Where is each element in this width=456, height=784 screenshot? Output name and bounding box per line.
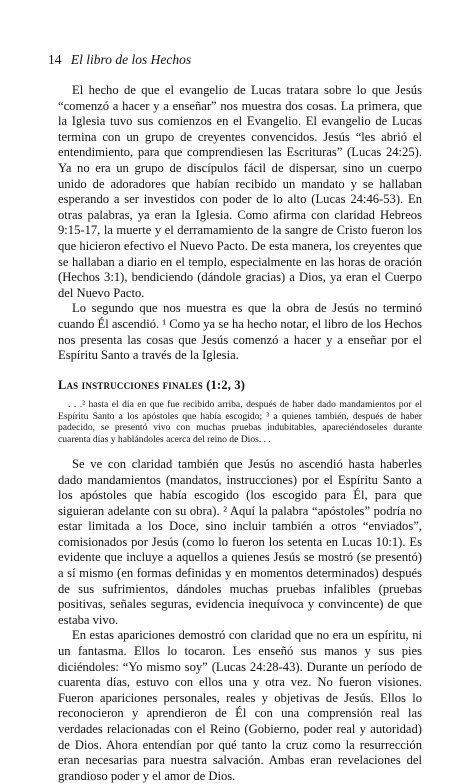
section-heading: Las instrucciones finales (1:2, 3) bbox=[58, 377, 246, 392]
scripture-quote: . . .² hasta el día en que fue recibido arriba, después de haber dado mandamientos por el Espíritu Santo a los apóstoles que había escogido; ³ a quienes también, después de haber padecido, se presentó vivo con muchas pruebas indubitables, apareciéndoseles durante cuarenta días y hablándoles acerca del reino de Dios. . . bbox=[58, 399, 422, 445]
running-title: El libro de los Hechos bbox=[70, 52, 192, 67]
running-header bbox=[48, 52, 191, 68]
paragraph: Se ve con claridad también que Jesús no ascendió hasta haberles dado mandamientos (mandatos, instrucciones) por el Espíritu Santo a los apóstoles que había escogido (los escogido para Él, para que siguieran adelante con su obra). ² Aquí la palabra “apóstoles” podría no estar limitada a los Doce, sino incluir también a otros “enviados”, comisionados por Jesús (como lo fueron los setenta en Lucas 10:1). Es evidente que incluye a aquellos a quienes Jesús se mostró (se presentó) a sí mismo (en formas definidas y en momentos determinados) después de sus sufrimientos, dándoles muchas pruebas infalibles (pruebas positivas, señales seguras, evidencia inequívoca y convincente) de que estaba vivo. bbox=[58, 456, 422, 627]
paragraph: El hecho de que el evangelio de Lucas tratara sobre lo que Jesús “comenzó a hacer y a enseñar” nos muestra dos cosas. La primera, que la Iglesia tuvo sus comienzos en el Evangelio. El evangelio de Lucas termina con un grupo de creyentes convencidos. Jesús “les abrió el entendimiento, para que comprendiesen las Escrituras” (Lucas 24:25). Ya no era un grupo de discípulos fácil de dispersar, sino un cuerpo unido de adoradores que habían recibido un mandato y se hallaban esperando a ser investidos con poder de lo alto (Lucas 24:46-53). En otras palabras, ya eran la Iglesia. Como afirma con claridad Hebreos 9:15-17, la muerte y el derramamiento de la sangre de Cristo fueron los que hicieron efectivo el Nuevo Pacto. De esta manera, los creyentes que se hallaban a diario en el templo, especialmente en las horas de oración (Hechos 3:1), bendiciendo (dándole gracias) a Dios, ya eran el Cuerpo del Nuevo Pacto. bbox=[58, 83, 422, 300]
page-number: 14 bbox=[48, 52, 62, 67]
paragraph: En estas apariciones demostró con claridad que no era un espíritu, ni un fantasma. Ellos lo tocaron. Les enseñó sus manos y sus pies diciéndoles: “Yo mismo soy” (Lucas 24:28-43). Durante un período de cuarenta días, estuvo con ellos una y otra vez. No fueron visiones. Fueron apariciones personales, reales y objetivas de Jesús. Ellos lo reconocieron y aprendieron de Él con una comprensión real las verdades relacionadas con el Reino (Gobierno, poder real y autoridad) de Dios. Ahora entendían por qué tanto la cruz como la resurrección eran necesarias para nuestra salvación. Ambas eran revelaciones del grandioso poder y el amor de Dios. bbox=[58, 628, 422, 783]
paragraph: Lo segundo que nos muestra es que la obra de Jesús no terminó cuando Él ascendió. ¹ Como ya se ha hecho notar, el libro de los Hechos nos presenta las cosas que Jesús comenzó a hacer y a enseñar por el Espíritu Santo a través de la Iglesia. bbox=[58, 301, 422, 363]
page-body bbox=[58, 83, 422, 784]
